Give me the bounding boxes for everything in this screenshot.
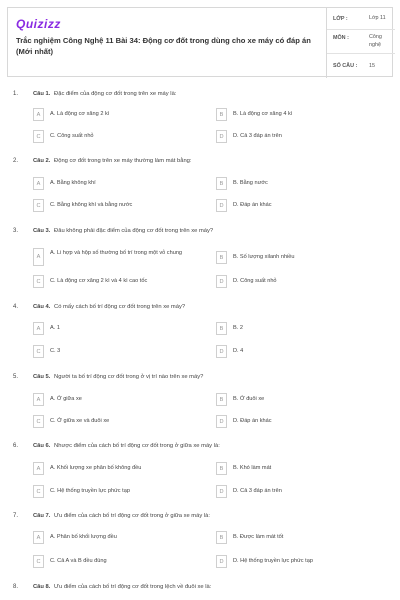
question-number: 5.	[13, 374, 19, 380]
question-number: 8.	[13, 584, 19, 590]
option-a[interactable]: A A. Phân bố khối lượng đều	[33, 531, 193, 545]
option-c[interactable]: C C. Cả A và B đều đúng	[33, 555, 193, 569]
option-d[interactable]: D D. Công suất nhỏ	[216, 275, 376, 289]
meta-grade	[327, 8, 395, 30]
option-c[interactable]: C C. Công suất nhỏ	[33, 130, 193, 144]
meta-count-value: 15	[369, 63, 375, 69]
question-number: 4.	[13, 304, 19, 310]
meta-subject	[327, 30, 395, 54]
option-a[interactable]: A A. Ở giữa xe	[33, 393, 193, 407]
question-text: Câu 2. Động cơ đốt trong trên xe máy thường làm mát bằng:	[33, 158, 192, 164]
question-number: 3.	[13, 228, 19, 234]
option-c[interactable]: C C. Ở giữa xe và đuôi xe	[33, 415, 193, 429]
option-a[interactable]: A A. Khối lượng xe phân bố không đều	[33, 462, 193, 476]
option-b[interactable]: B B. Bằng nước	[216, 177, 376, 191]
worksheet-title: Trắc nghiệm Công Nghệ 11 Bài 34: Động cơ đốt trong dùng cho xe máy có đáp án (Mới nhất)	[16, 36, 311, 56]
question-number: 1.	[13, 91, 19, 97]
meta-grade-label: LỚP :	[333, 16, 348, 22]
question-text: Câu 3. Đâu không phải đặc điểm của động cơ đốt trong trên xe máy?	[33, 228, 214, 234]
worksheet-meta	[326, 8, 394, 78]
option-d[interactable]: D D. Hệ thống truyền lực phức tạp	[216, 555, 376, 569]
option-b[interactable]: B B. Số lượng xilanh nhiều	[216, 251, 376, 265]
worksheet-header	[7, 7, 393, 77]
option-a[interactable]: A A. 1	[33, 322, 193, 336]
option-d[interactable]: D D. Cả 3 đáp án trên	[216, 485, 376, 499]
meta-count-label: SỐ CÂU :	[333, 63, 358, 69]
meta-subject-label: MÔN :	[333, 35, 349, 41]
question-text: Câu 5. Người ta bố trí động cơ đốt trong ở vị trí nào trên xe máy?	[33, 374, 204, 380]
option-b[interactable]: B B. Ở đuôi xe	[216, 393, 376, 407]
option-d[interactable]: D D. Cả 3 đáp án trên	[216, 130, 376, 144]
option-c[interactable]: C C. 3	[33, 345, 193, 359]
question-text: Câu 6. Nhược điểm của cách bố trí động cơ đốt trong ở giữa xe máy là:	[33, 443, 220, 449]
question-text: Câu 1. Đặc điểm của động cơ đốt trong trên xe máy là:	[33, 91, 177, 97]
option-b[interactable]: B B. Được làm mát tốt	[216, 531, 376, 545]
option-c[interactable]: C C. Hệ thống truyền lực phức tạp	[33, 485, 193, 499]
meta-count	[327, 54, 395, 78]
question-text: Câu 7. Ưu điểm của cách bố trí động cơ đốt trong ở giữa xe máy là:	[33, 513, 210, 519]
question-number: 6.	[13, 443, 19, 449]
option-a[interactable]: A A. Là động cơ xăng 2 kì	[33, 108, 193, 122]
option-a[interactable]: A A. Li hợp và hộp số thường bố trí trong một vỏ chung	[33, 248, 193, 262]
option-d[interactable]: D D. 4	[216, 345, 376, 359]
meta-subject-value: Công nghệ	[369, 34, 382, 48]
option-d[interactable]: D D. Đáp án khác	[216, 415, 376, 429]
option-a[interactable]: A A. Bằng không khí	[33, 177, 193, 191]
option-c[interactable]: C C. Là động cơ xăng 2 kì và 4 kì cao tốc	[33, 275, 193, 289]
option-d[interactable]: D D. Đáp án khác	[216, 199, 376, 213]
question-number: 7.	[13, 513, 19, 519]
quizizz-logo[interactable]: Quizizz	[16, 17, 61, 31]
option-b[interactable]: B B. Khó làm mát	[216, 462, 376, 476]
question-text: Câu 4. Có mấy cách bố trí động cơ đốt trong trên xe máy?	[33, 304, 186, 310]
option-b[interactable]: B B. 2	[216, 322, 376, 336]
meta-grade-value: Lớp 11	[369, 15, 386, 21]
question-number: 2.	[13, 158, 19, 164]
option-c[interactable]: C C. Bằng không khí và bằng nước	[33, 199, 193, 213]
option-b[interactable]: B B. Là động cơ xăng 4 kì	[216, 108, 376, 122]
question-text: Câu 8. Ưu điểm của cách bố trí động cơ đốt trong lệch về đuôi xe là:	[33, 584, 212, 590]
